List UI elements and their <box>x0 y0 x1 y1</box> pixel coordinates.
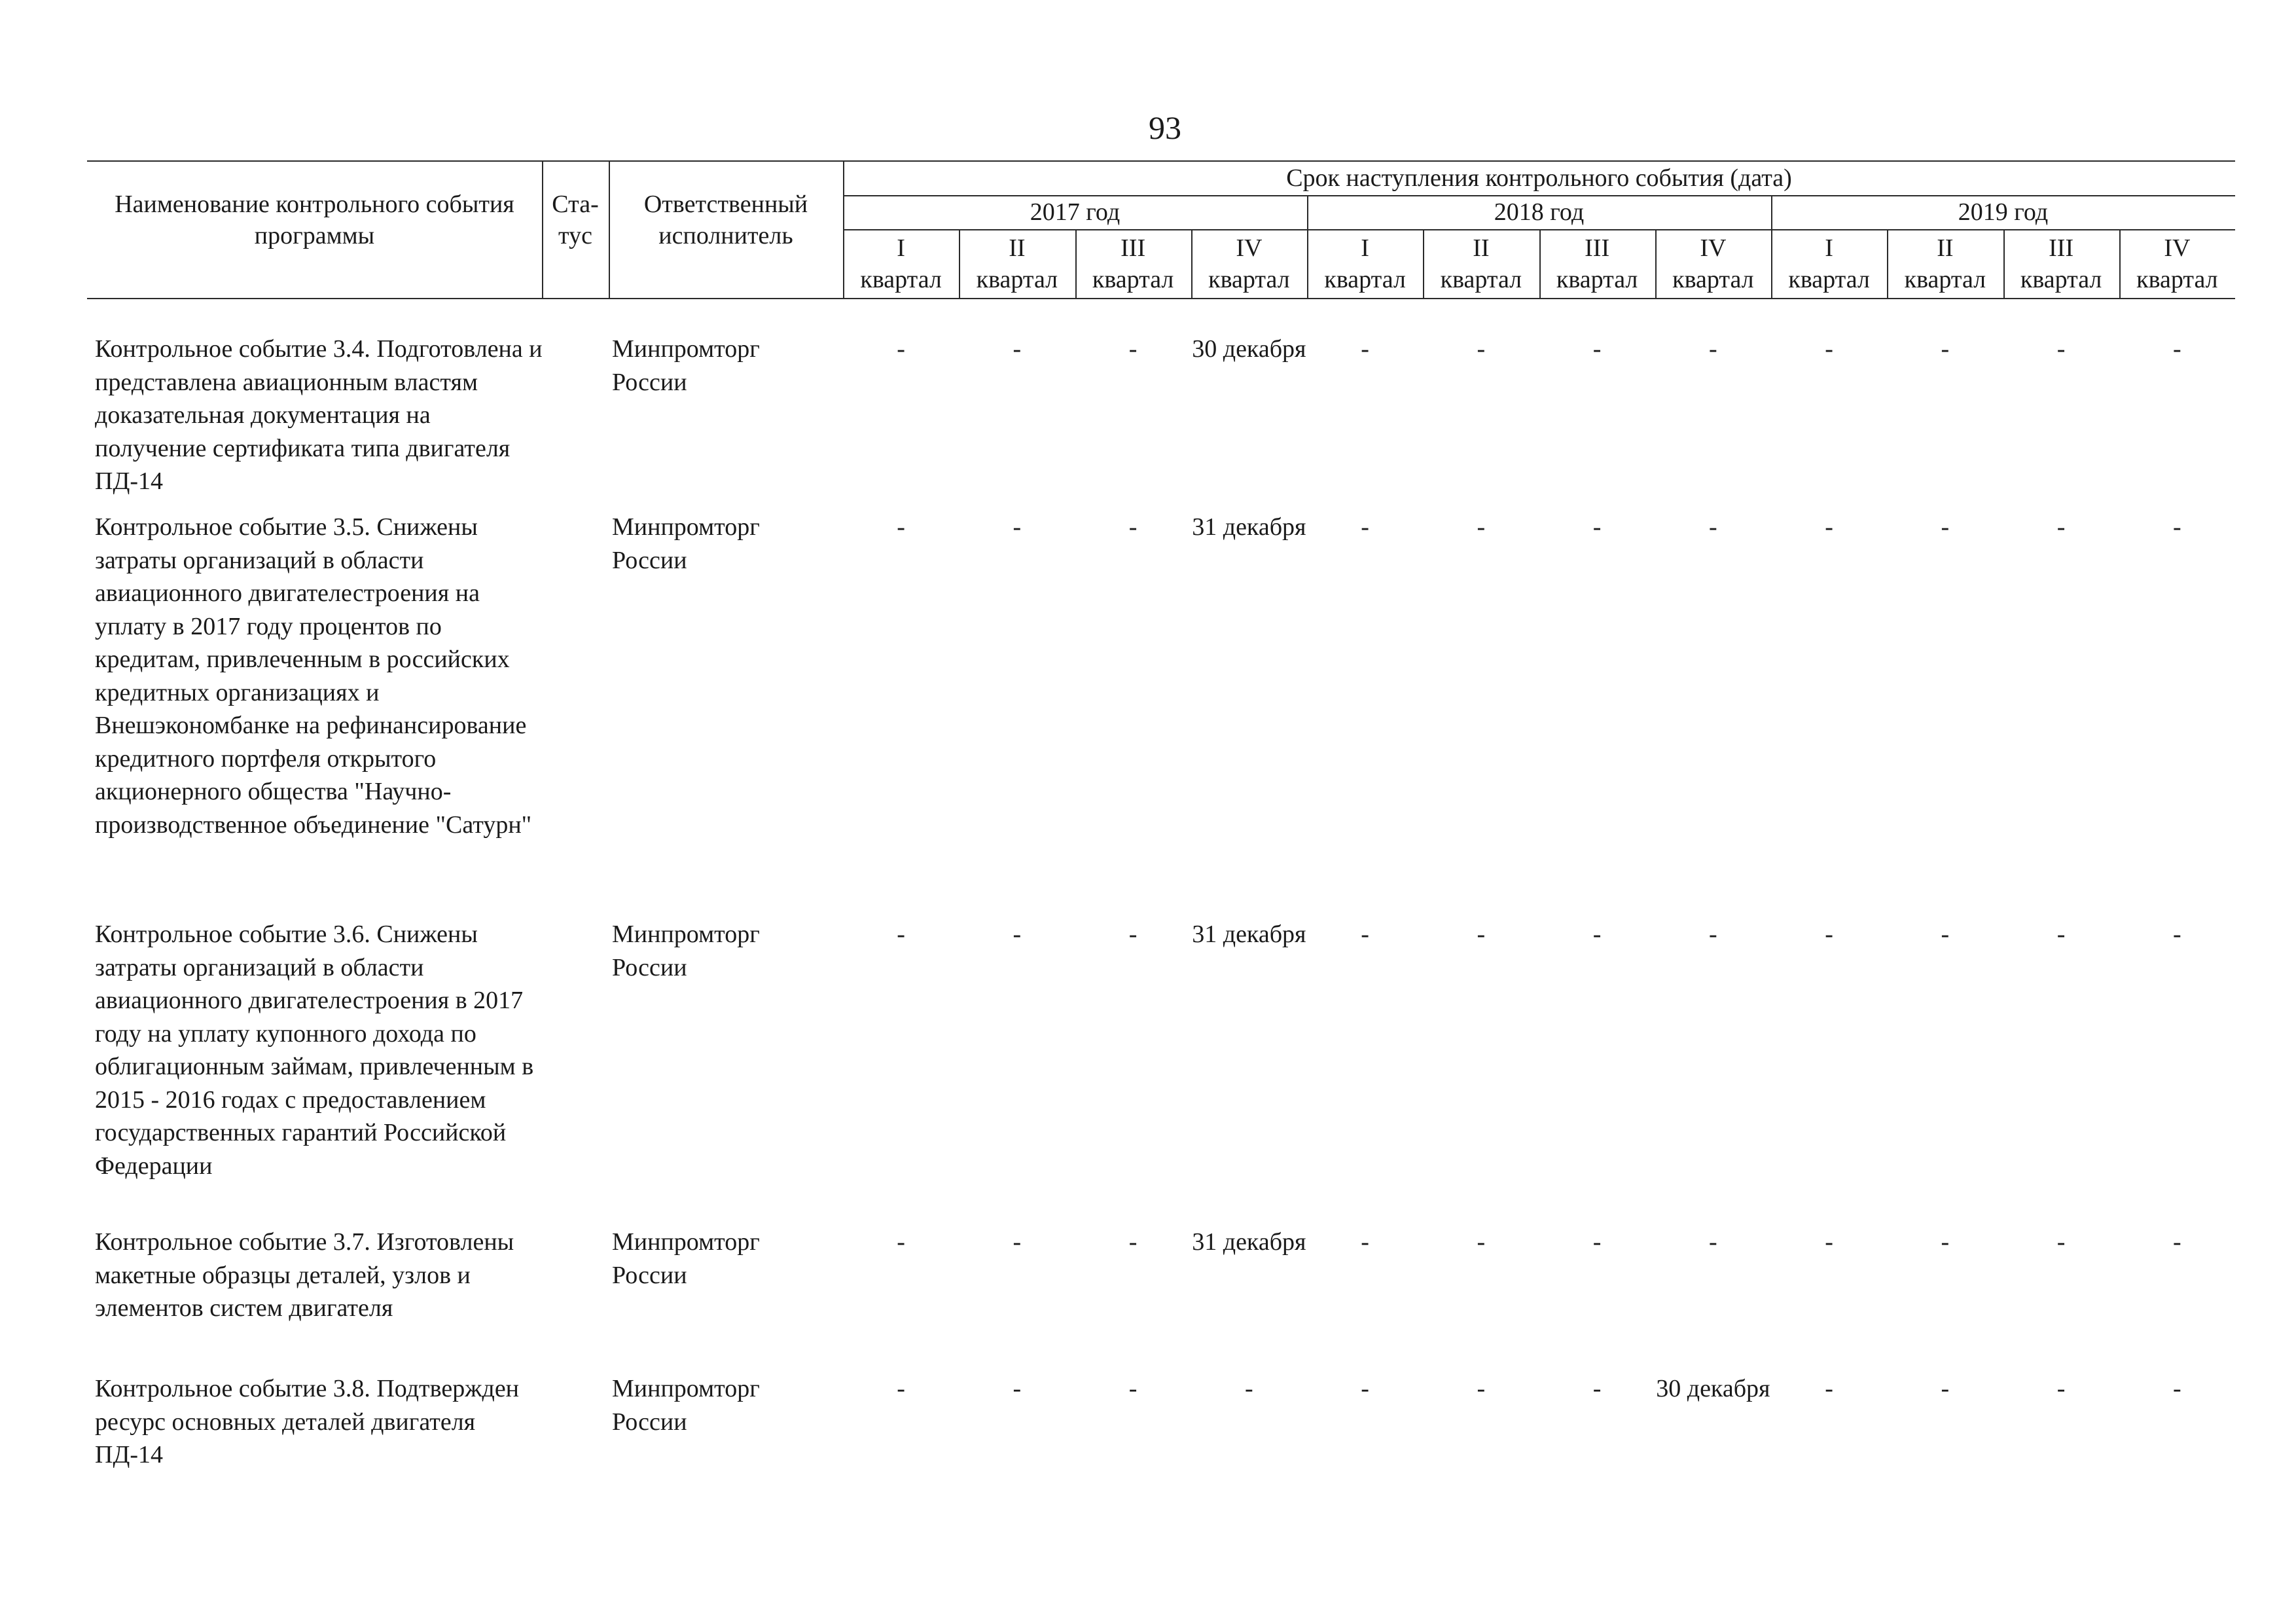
event-name: Контрольное событие 3.5. Снижены затраты организаций в области авиационного двигателестроения на уплату в 2017 году процентов по кредитам, привлеченным в российских кредитных организациях и Внешэкономбанке на рефинансирование кредитного портфеля открытого акционерного общества "Научно-производственное объединение "Сатурн" <box>95 513 532 839</box>
quarter-cell: - <box>1128 1375 1138 1402</box>
quarter-number: II <box>1937 234 1954 262</box>
header-quarter <box>2119 229 2235 298</box>
header-responsible: Ответственный исполнитель <box>643 191 808 249</box>
quarter-number: III <box>2049 234 2074 262</box>
header-quarter <box>843 229 959 298</box>
quarter-cell: - <box>897 335 905 363</box>
table-rule-horizontal <box>87 298 2235 299</box>
quarter-cell: - <box>1941 1375 1950 1402</box>
quarter-cell: - <box>1941 1228 1950 1256</box>
quarter-word: квартал <box>1904 265 1986 293</box>
quarter-cell: - <box>2173 335 2181 363</box>
quarter-cell: - <box>1592 1375 1602 1402</box>
header-year: 2018 год <box>1494 198 1585 226</box>
quarter-number: IV <box>1236 234 1263 262</box>
quarter-cell: - <box>1592 513 1602 541</box>
quarter-word: квартал <box>2136 265 2218 293</box>
event-executor: Минпромторг России <box>612 335 760 396</box>
quarter-number: IV <box>2164 234 2191 262</box>
quarter-cell: - <box>1013 1228 1022 1256</box>
quarter-cell: 30 декабря <box>1192 335 1306 363</box>
header-status: Ста-тус <box>552 191 599 249</box>
quarter-number: I <box>1361 234 1369 262</box>
quarter-cell: - <box>2056 335 2066 363</box>
quarter-cell: - <box>1245 1375 1253 1402</box>
quarter-cell: - <box>2173 921 2181 948</box>
header-quarter <box>959 229 1075 298</box>
quarter-word: квартал <box>976 265 1058 293</box>
header-year: 2017 год <box>1030 198 1121 226</box>
quarter-cell: - <box>1013 921 1022 948</box>
quarter-cell: - <box>2056 921 2066 948</box>
quarter-number: III <box>1585 234 1610 262</box>
quarter-cell: - <box>1592 335 1602 363</box>
quarter-cell: - <box>1128 513 1138 541</box>
event-name: Контрольное событие 3.6. Снижены затраты организаций в области авиационного двигателестроения в 2017 году на уплату купонного дохода по облигационным займам, привлеченным в 2015 - 2016 годах с предоставлением государственных гарантий Российской Федерации <box>95 921 534 1180</box>
event-executor: Минпромторг России <box>612 513 760 574</box>
quarter-cell: - <box>1941 513 1950 541</box>
header-quarter <box>1539 229 1655 298</box>
quarter-cell: - <box>1128 335 1138 363</box>
quarter-word: квартал <box>1324 265 1406 293</box>
header-quarter <box>1771 229 1887 298</box>
quarter-cell: - <box>1361 1375 1369 1402</box>
quarter-cell: - <box>1361 513 1369 541</box>
header-quarter <box>1887 229 2003 298</box>
quarter-cell: - <box>897 1375 905 1402</box>
quarter-cell: - <box>897 921 905 948</box>
quarter-cell: 31 декабря <box>1192 1228 1306 1256</box>
quarter-cell: - <box>2056 1375 2066 1402</box>
quarter-cell: - <box>2173 1375 2181 1402</box>
quarter-cell: - <box>1592 921 1602 948</box>
header-quarter <box>1075 229 1191 298</box>
quarter-cell: - <box>897 1228 905 1256</box>
quarter-cell: - <box>1013 335 1022 363</box>
quarter-cell: - <box>1825 921 1833 948</box>
quarter-cell: - <box>2056 513 2066 541</box>
quarter-cell: - <box>2173 1228 2181 1256</box>
quarter-cell: - <box>1477 513 1486 541</box>
event-name: Контрольное событие 3.8. Подтвержден ресурс основных деталей двигателя ПД-14 <box>95 1375 520 1468</box>
quarter-cell: - <box>1477 1375 1486 1402</box>
quarter-cell: - <box>1361 335 1369 363</box>
event-executor: Минпромторг России <box>612 921 760 981</box>
quarter-cell: - <box>897 513 905 541</box>
quarter-cell: - <box>1941 335 1950 363</box>
header-year: 2019 год <box>1958 198 2049 226</box>
quarter-word: квартал <box>1788 265 1870 293</box>
quarter-cell: - <box>1825 513 1833 541</box>
quarter-word: квартал <box>2020 265 2102 293</box>
quarter-cell: - <box>1128 1228 1138 1256</box>
quarter-number: IV <box>1700 234 1727 262</box>
quarter-cell: - <box>1941 921 1950 948</box>
quarter-cell: - <box>1477 1228 1486 1256</box>
quarter-number: II <box>1473 234 1490 262</box>
header-event-name: Наименование контрольного события программы <box>115 191 514 249</box>
quarter-word: квартал <box>1208 265 1290 293</box>
event-name: Контрольное событие 3.7. Изготовлены макетные образцы деталей, узлов и элементов систем двигателя <box>95 1228 514 1322</box>
quarter-cell: - <box>1709 513 1717 541</box>
quarter-cell: - <box>1477 921 1486 948</box>
page-number: 93 <box>1149 109 1181 146</box>
quarter-cell: - <box>1709 921 1717 948</box>
quarter-cell: - <box>1709 1228 1717 1256</box>
header-quarter <box>2003 229 2119 298</box>
event-name: Контрольное событие 3.4. Подготовлена и представлена авиационным властям доказательная документация на получение сертификата типа двигателя ПД-14 <box>95 335 543 495</box>
quarter-cell: - <box>1361 921 1369 948</box>
quarter-cell: 30 декабря <box>1656 1375 1770 1402</box>
quarter-word: квартал <box>1440 265 1522 293</box>
quarter-cell: - <box>1128 921 1138 948</box>
quarter-word: квартал <box>1092 265 1174 293</box>
quarter-word: квартал <box>1556 265 1638 293</box>
quarter-cell: - <box>1825 1375 1833 1402</box>
quarter-cell: - <box>1825 1228 1833 1256</box>
quarter-cell: 31 декабря <box>1192 513 1306 541</box>
quarter-cell: - <box>2056 1228 2066 1256</box>
quarter-word: квартал <box>860 265 942 293</box>
header-quarter <box>1423 229 1539 298</box>
header-deadline: Срок наступления контрольного события (дата) <box>1286 164 1792 192</box>
quarter-number: III <box>1121 234 1146 262</box>
event-executor: Минпромторг России <box>612 1228 760 1289</box>
quarter-cell: - <box>1592 1228 1602 1256</box>
quarter-number: I <box>897 234 905 262</box>
quarter-number: II <box>1009 234 1026 262</box>
quarter-cell: - <box>1477 335 1486 363</box>
quarter-cell: - <box>1361 1228 1369 1256</box>
event-executor: Минпромторг России <box>612 1375 760 1436</box>
quarter-cell: - <box>2173 513 2181 541</box>
quarter-cell: - <box>1825 335 1833 363</box>
quarter-cell: - <box>1013 513 1022 541</box>
quarter-cell: - <box>1013 1375 1022 1402</box>
header-quarter <box>1191 229 1307 298</box>
quarter-number: I <box>1825 234 1833 262</box>
quarter-cell: - <box>1709 335 1717 363</box>
quarter-cell: 31 декабря <box>1192 921 1306 948</box>
quarter-word: квартал <box>1672 265 1754 293</box>
header-quarter <box>1307 229 1423 298</box>
header-quarter <box>1655 229 1771 298</box>
